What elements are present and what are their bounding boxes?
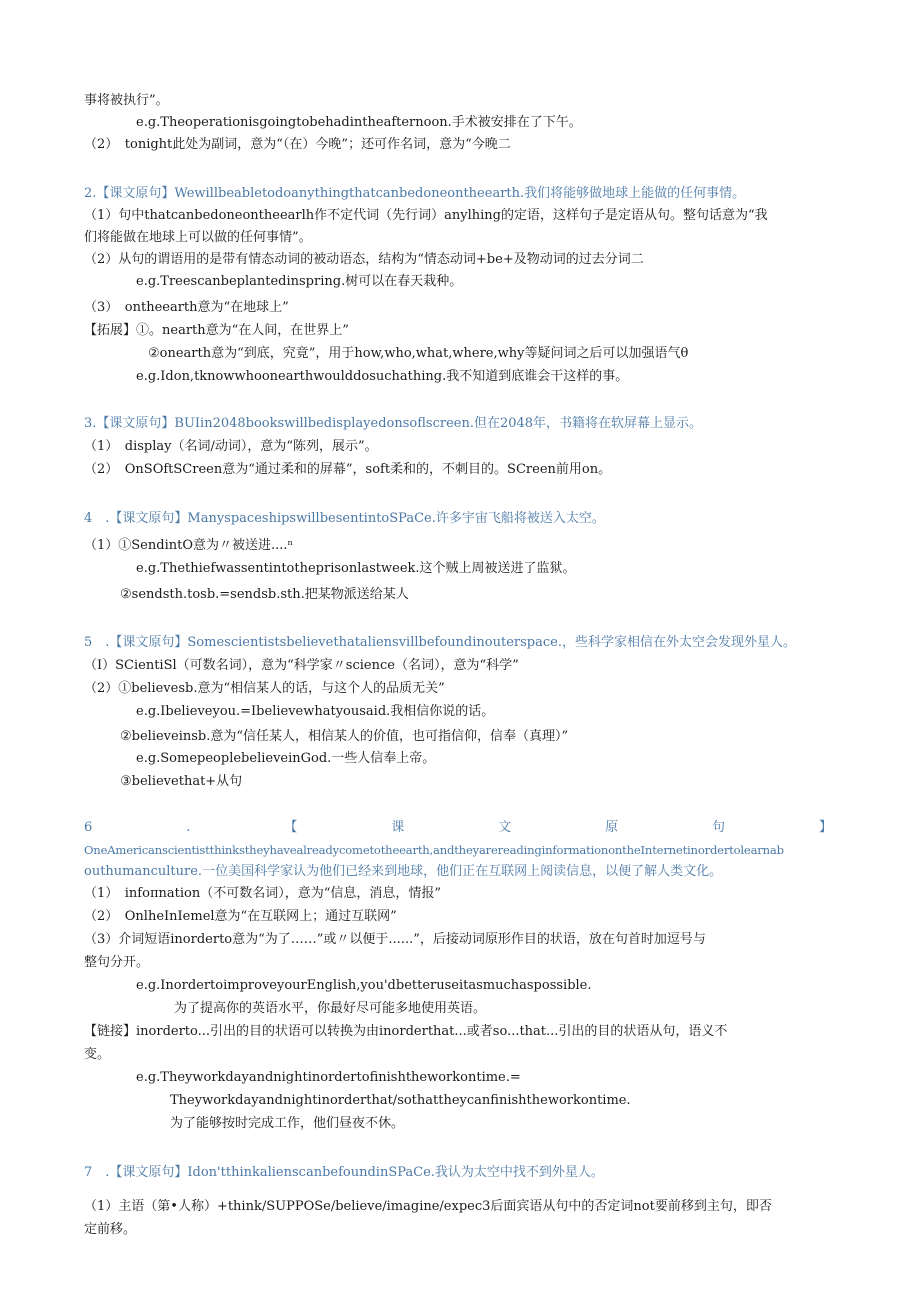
example-translation: 为了提高你的英语水平，你最好尽可能多地使用英语。 [174,1001,487,1016]
example-line: e.g.Ibelieveyou.=Ibelievewhatyousaid.我相信你说的话。 [136,704,495,719]
text-line: 变。 [84,1047,111,1062]
text-line: ②believeinsb.意为“信任某人，相信某人的价值，也可指信仰，信奉（真理）” [120,729,569,744]
text-line: （1）主语（第•人称）+think/SUPPOSe∕believe∕imagine∕expec3后面宾语从句中的否定词not要前移到主句，即否 [84,1199,772,1214]
text-line: ②onearth意为“到底，究竟”，用于how,who,what,where,why等疑问词之后可以加强语气θ [148,346,689,361]
heading-token: 】 [818,820,832,835]
text-line: 【拓展】①。nearth意为“在人间，在世界上” [84,323,349,338]
heading-token: 文 [498,820,512,835]
heading-token: 课 [391,820,405,835]
example-line: e.g.Thethiefwassentintotheprisonlastweek.这个贼上周被送进了监狱。 [136,561,576,576]
example-translation: 为了能够按时完成工作，他们昼夜不休。 [170,1116,405,1131]
text-line: （1） infoπnation（不可数名词），意为“信息，消息，情报” [84,886,441,901]
text-line: ③believethat+从句 [120,774,243,789]
text-line: （1） display（名词/动词），意为“陈列，展示”。 [84,439,378,454]
text-line: （I）SCientiSl（可数名词），意为“科学家〃science（名词），意为“科学” [84,658,519,673]
section-6-sentence: OneAmericanscientistthinkstheyhavealreadycometotheearth,andtheyarereadinginformationontheInternetinordertolearnab [84,843,784,857]
example-line: e.g.Theoperationisgoingtobehadintheafternoon.手术被安排在了下午。 [136,115,582,130]
text-line: 事将被执行”。 [84,93,169,108]
text-line: （2） OnlheInIemel意为“在互联网上；通过互联网” [84,909,397,924]
example-line: e.g.Treescanbeplantedinspring.树可以在春天栽种。 [136,274,463,289]
section-heading-5: 5 .【课文原句】Somescientistsbelievethataliensvillbefoundinouterspace.，些科学家相信在外太空会发现外星人。 [84,635,796,650]
text-line: （2） tonight此处为副词，意为“（在）今晚”；还可作名词，意为“今晚二 [84,137,511,152]
text-line: （2）①believesb.意为“相信某人的话，与这个人的品质无关” [84,681,445,696]
text-line: （1）①SendintO意为〃被送进....ⁿ [84,538,294,553]
heading-token: 原 [605,820,619,835]
heading-token: 句 [712,820,726,835]
text-line: 们将能做在地球上可以做的任何事情”。 [84,230,312,245]
example-line: e.g.Idon,tknowwhoonearthwoulddosuchathing.我不知道到底谁会干这样的事。 [136,369,629,384]
heading-token: 6 [84,820,93,835]
example-line: e.g.SomepeoplebelieveinGod.一些人信奉上帝。 [136,751,436,766]
text-line: 【链接】inorderto...引出的目的状语可以转换为由inorderthat...或者so...that...引出的目的状语从句，语义不 [84,1024,728,1039]
text-line: ②sendsth.tosb.=sendsb.sth.把某物派送给某人 [120,587,409,602]
section-heading-2: 2.【课文原句】Wewillbeabletodoanythingthatcanbedoneontheearth.我们将能够做地球上能做的任何事情。 [84,186,746,201]
heading-token: . [186,820,191,835]
text-line: （2） OnSOftSCreen意为“通过柔和的屏幕”，soft柔和的，不刺目的。SCreen前用on。 [84,462,612,477]
text-line: （3） ontheearth意为“在地球上” [84,300,289,315]
section-heading-7: 7 .【课文原句】Idon'tthinkalienscanbefoundinSPaCe.我认为太空中找不到外星人。 [84,1165,604,1180]
text-line: 整句分开。 [84,955,150,970]
text-line: 定前移。 [84,1222,137,1237]
section-6-sentence: outhumanculture.一位美国科学家认为他们已经来到地球，他们正在互联网上阅读信息，以便了解人类文化。 [84,864,723,879]
section-heading-6 [84,817,832,839]
heading-token: 【 [284,820,298,835]
text-line: （2）从句的谓语用的是带有情态动词的被动语态，结构为“情态动词+be+及物动词的过去分词二 [84,252,644,267]
example-line: e.g.Theyworkdayandnightinordertofinishtheworkontime.= [136,1070,521,1085]
text-line: （1）句中thatcanbedoneontheearlh作不定代词（先行词）anylhing的定语，这样句子是定语从句。整句话意为“我 [84,208,768,223]
section-heading-3: 3.【课文原句】BUIin2048bookswillbedisplayedonsoflscreen.但在2048年，书籍将在软屏幕上显示。 [84,416,703,431]
section-heading-4: 4 .【课文原句】ManyspaceshipswillbesentintoSPaCe.许多宇宙飞船将被送入太空。 [84,511,605,526]
example-line: Theyworkdayandnightinorderthat/sothattheycanfinishtheworkontime. [170,1093,631,1108]
example-line: e.g.InordertoimproveyourEnglish,you'dbetteruseitasmuchaspossible. [136,978,592,993]
text-line: （3）介词短语inorderto意为“为了……”或〃以便于......”，后接动词原形作目的状语，放在句首时加逗号与 [84,932,706,947]
